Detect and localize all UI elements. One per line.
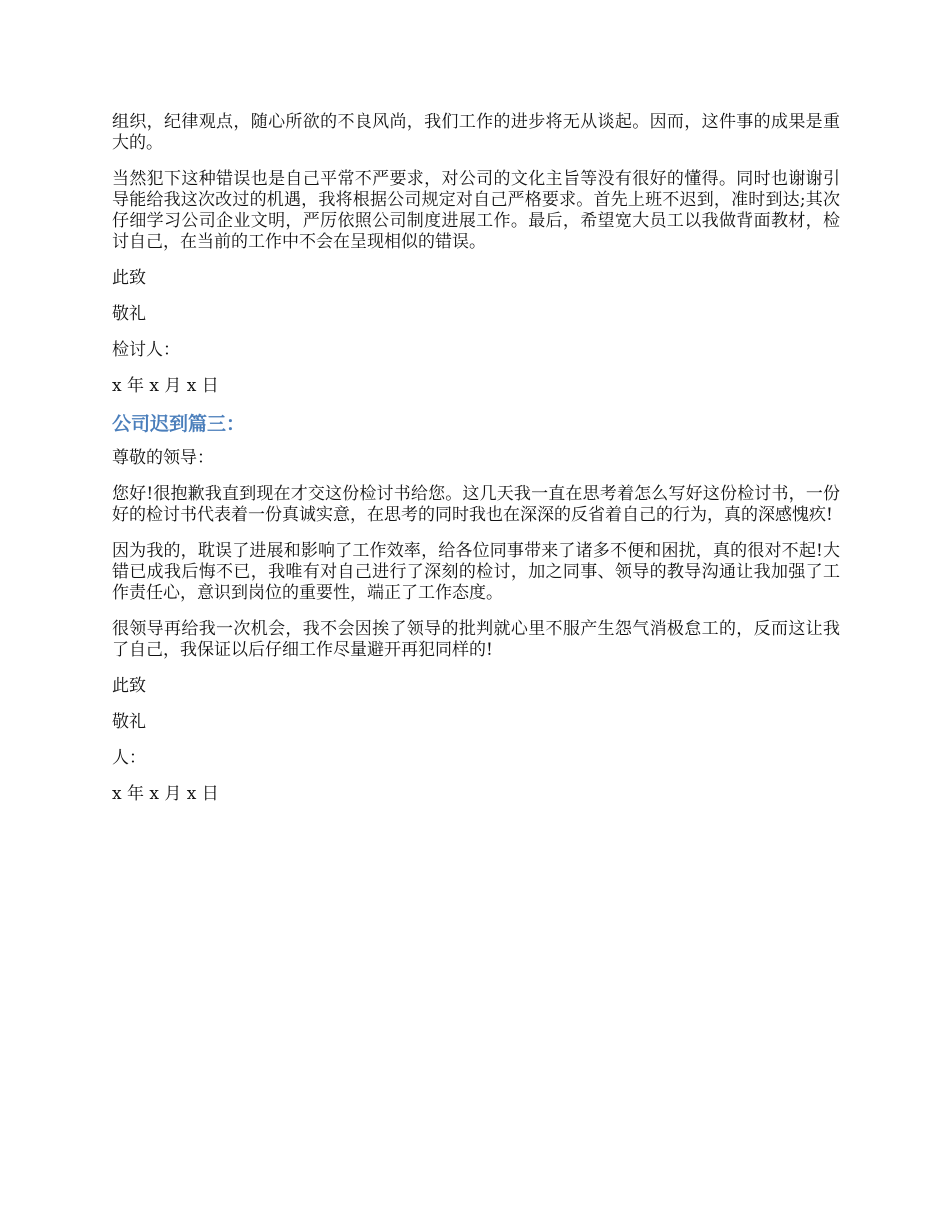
closing-line: 敬礼 <box>112 712 146 732</box>
closing-line: 此致 <box>112 268 146 288</box>
date-line: x 年 x 月 x 日 <box>112 376 219 396</box>
paragraph: 因为我的，耽误了进展和影响了工作效率，给各位同事带来了诸多不便和困扰，真的很对不起!大错已成我后悔不已，我唯有对自己进行了深刻的检讨，加之同事、领导的教导沟通让我加强了工作责任心，意识到岗位的重要性，端正了工作态度。 <box>112 541 840 603</box>
signer-line: 人： <box>112 748 146 768</box>
salutation: 尊敬的领导： <box>112 448 214 468</box>
paragraph: 组织，纪律观点，随心所欲的不良风尚，我们工作的进步将无从谈起。因而，这件事的成果是重大的。 <box>112 112 840 153</box>
section-heading: 公司迟到篇三： <box>112 413 246 435</box>
date-line: x 年 x 月 x 日 <box>112 784 219 804</box>
paragraph: 很领导再给我一次机会，我不会因挨了领导的批判就心里不服产生怨气消极怠工的，反而这让我了自己，我保证以后仔细工作尽量避开再犯同样的! <box>112 619 840 660</box>
signer-line: 检讨人： <box>112 340 180 360</box>
closing-line: 此致 <box>112 676 146 696</box>
paragraph: 当然犯下这种错误也是自己平常不严要求，对公司的文化主旨等没有很好的懂得。同时也谢谢引导能给我这次改过的机遇，我将根据公司规定对自己严格要求。首先上班不迟到，准时到达;其次仔细学习公司企业文明，严厉依照公司制度进展工作。最后，希望宽大员工以我做背面教材，检讨自己，在当前的工作中不会在呈现相似的错误。 <box>112 169 840 252</box>
closing-line: 敬礼 <box>112 304 146 324</box>
paragraph: 您好!很抱歉我直到现在才交这份检讨书给您。这几天我一直在思考着怎么写好这份检讨书，一份好的检讨书代表着一份真诚实意，在思考的同时我也在深深的反省着自己的行为，真的深感愧疚! <box>112 484 840 525</box>
document-body <box>112 112 840 820</box>
